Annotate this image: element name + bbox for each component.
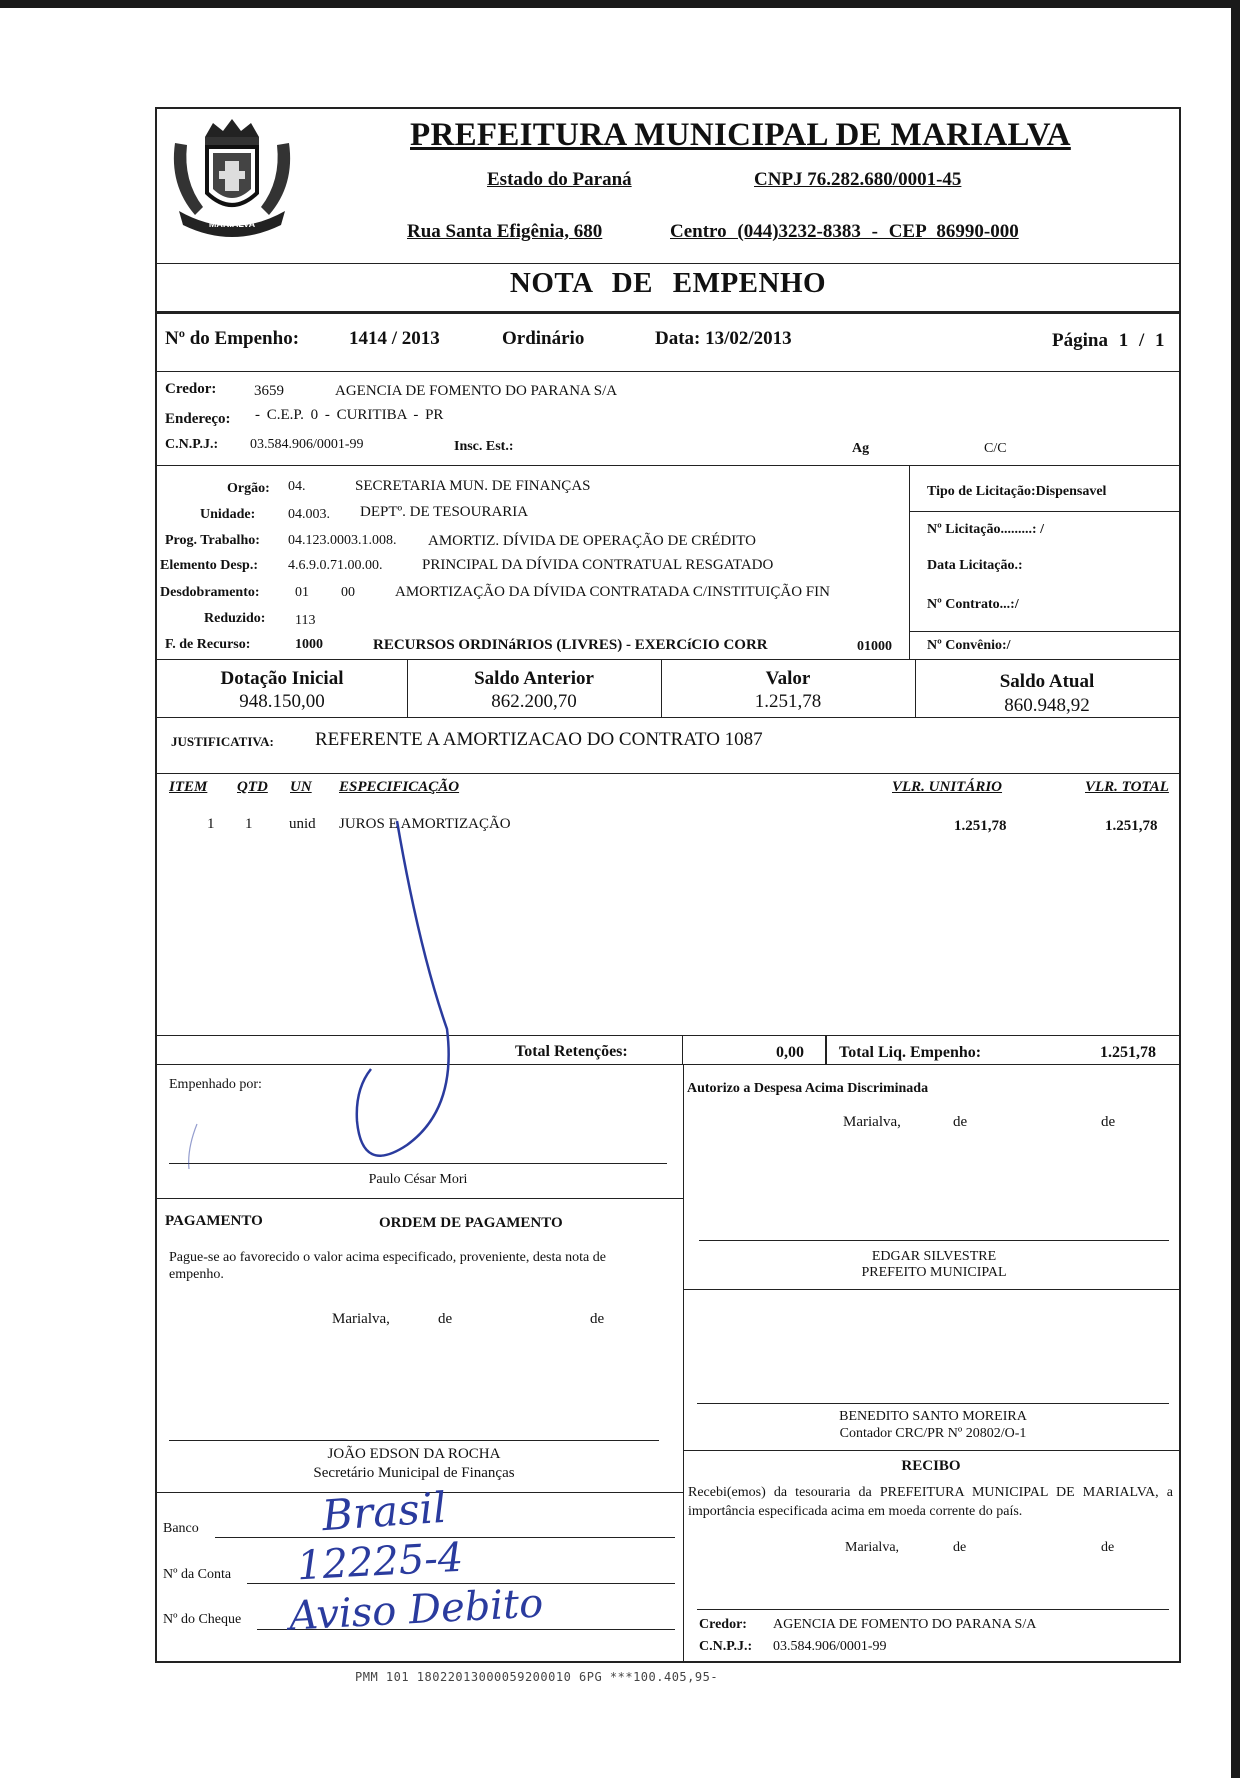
total-retencoes: 0,00 [776, 1044, 804, 1061]
col-un: UN [290, 779, 312, 795]
recurso-label: F. de Recurso: [165, 637, 251, 652]
stamp-footer: PMM 101 18022013000059200010 6PG ***100.405,95- [355, 1670, 719, 1684]
insc-est-label: Insc. Est.: [454, 439, 514, 454]
recibo-credor: AGENCIA DE FOMENTO DO PARANA S/A [773, 1617, 1037, 1632]
unidade: DEPTº. DE TESOURARIA [360, 504, 529, 520]
pagamento-cidade: Marialva, [332, 1311, 390, 1327]
valor-label: Valor [765, 668, 811, 689]
recurso-cod: 1000 [295, 637, 323, 652]
item-un: unid [289, 816, 316, 832]
secretario-nome: JOÃO EDSON DA ROCHA [327, 1446, 501, 1462]
ag-label: Ag [852, 441, 870, 456]
signature-stroke [157, 109, 1179, 1665]
autorizo-cidade: Marialva, [843, 1114, 901, 1130]
autorizo-de2: de [1101, 1114, 1116, 1130]
col-vlr-total: VLR. TOTAL [1085, 779, 1169, 795]
prefeito-nome: EDGAR SILVESTRE [871, 1249, 997, 1264]
scan-edge-top [0, 0, 1240, 8]
item-qtd: 1 [245, 816, 253, 832]
elemento-cod: 4.6.9.0.71.00.00. [288, 558, 383, 573]
credor-nome: AGENCIA DE FOMENTO DO PARANA S/A [335, 383, 618, 399]
unidade-label: Unidade: [200, 507, 256, 522]
col-vlr-unitario: VLR. UNITÁRIO [892, 779, 1003, 795]
prog-cod: 04.123.0003.1.008. [288, 533, 397, 548]
item-vlr-unitario: 1.251,78 [954, 818, 1007, 834]
cc-label: C/C [984, 441, 1007, 456]
empenhado-por-label: Empenhado por: [169, 1077, 262, 1092]
desdobramento-cod1: 01 [295, 585, 309, 600]
numero-licitacao: Nº Licitação.........: / [927, 522, 1044, 537]
desdobramento-label: Desdobramento: [160, 585, 260, 600]
data-licitacao: Data Licitação.: [927, 558, 1023, 573]
contador-nome: BENEDITO SANTO MOREIRA [839, 1409, 1027, 1424]
empenho-numero: 1414 / 2013 [349, 328, 440, 349]
col-item: ITEM [169, 779, 208, 795]
recurso-cod2: 01000 [857, 639, 892, 654]
recibo-cnpj: 03.584.906/0001-99 [773, 1639, 887, 1654]
autorizo-titulo: Autorizo a Despesa Acima Discriminada [687, 1081, 929, 1096]
scan-edge-right [1231, 0, 1240, 1778]
numero-contrato: Nº Contrato...:/ [927, 597, 1019, 612]
cnpj-prefeitura: CNPJ 76.282.680/0001-45 [754, 169, 962, 190]
recibo-titulo: RECIBO [901, 1458, 961, 1474]
justificativa-texto: REFERENTE A AMORTIZACAO DO CONTRATO 1087 [315, 729, 763, 750]
pagamento-titulo: PAGAMENTO [165, 1213, 263, 1229]
prefeito-cargo: PREFEITO MUNICIPAL [861, 1265, 1007, 1280]
credor-label: Credor: [165, 381, 217, 397]
recurso: RECURSOS ORDINáRIOS (LIVRES) - EXERCíCIO CORR [373, 637, 768, 653]
unidade-cod: 04.003. [288, 507, 330, 522]
pagamento-texto: Pague-se ao favorecido o valor acima especificado, proveniente, desta nota de empenho. [169, 1250, 606, 1282]
saldo-atual-label: Saldo Atual [999, 671, 1095, 692]
conta-label: Nº da Conta [163, 1567, 232, 1582]
banco-label: Banco [163, 1521, 199, 1536]
empenho-data: Data: 13/02/2013 [655, 328, 792, 349]
orgao: SECRETARIA MUN. DE FINANÇAS [355, 478, 591, 494]
desdobramento-cod2: 00 [341, 585, 355, 600]
banco-handwriting: Brasil [320, 1482, 448, 1541]
recibo-cidade: Marialva, [845, 1540, 900, 1555]
credor-cnpj: 03.584.906/0001-99 [250, 437, 364, 452]
recibo-de1: de [953, 1540, 967, 1555]
prog: AMORTIZ. DÍVIDA DE OPERAÇÃO DE CRÉDITO [428, 533, 756, 549]
recibo-credor-label: Credor: [699, 1617, 747, 1632]
cnpj-label: C.N.P.J.: [165, 437, 219, 452]
orgao-cod: 04. [288, 479, 306, 494]
col-especificacao: ESPECIFICAÇÃO [339, 779, 460, 795]
saldo-atual-value: 860.948,92 [1004, 695, 1090, 716]
recibo-de2: de [1101, 1540, 1115, 1555]
empenho-label: Nº do Empenho: [165, 328, 300, 349]
doc-title: NOTA DE EMPENHO [509, 267, 827, 299]
pagamento-de1: de [438, 1311, 453, 1327]
col-qtd: QTD [237, 779, 268, 795]
recibo-texto: Recebi(emos) da tesouraria da PREFEITURA MUNICIPAL DE MARIALVA, a importância especificada acima em moeda corrente do país. [688, 1485, 1173, 1519]
valor-value: 1.251,78 [754, 691, 822, 712]
prog-label: Prog. Trabalho: [165, 533, 260, 548]
empenho-tipo: Ordinário [502, 328, 585, 349]
item-vlr-total: 1.251,78 [1105, 818, 1158, 834]
reduzido: 113 [295, 613, 316, 628]
numero-convenio: Nº Convênio:/ [927, 638, 1011, 653]
item-especificacao: JUROS E AMORTIZAÇÃO [339, 816, 511, 832]
cheque-label: Nº do Cheque [163, 1612, 242, 1627]
empenho-pagina: Página 1 / 1 [1052, 330, 1165, 351]
saldo-anterior-label: Saldo Anterior [474, 668, 594, 689]
coat-of-arms-text: MARIALVA [208, 219, 256, 229]
dotacao-inicial-value: 948.150,00 [239, 691, 325, 712]
empenhado-por-nome: Paulo César Mori [368, 1172, 468, 1187]
total-liq-label: Total Liq. Empenho: [839, 1044, 982, 1061]
nota-de-empenho-form [155, 107, 1181, 1663]
orgao-label: Orgão: [227, 481, 270, 496]
contador-crc: Contador CRC/PR Nº 20802/O-1 [839, 1426, 1027, 1441]
endereco-label: Endereço: [165, 411, 231, 427]
estado: Estado do Paraná [487, 169, 632, 190]
credor-codigo: 3659 [254, 383, 284, 399]
dotacao-inicial-label: Dotação Inicial [220, 668, 344, 689]
reduzido-label: Reduzido: [204, 611, 266, 626]
elemento: PRINCIPAL DA DÍVIDA CONTRATUAL RESGATADO [422, 557, 774, 573]
secretario-cargo: Secretário Municipal de Finanças [313, 1465, 515, 1481]
total-retencoes-label: Total Retenções: [515, 1043, 628, 1060]
credor-endereco: - C.E.P. 0 - CURITIBA - PR [255, 407, 444, 423]
ordem-pagamento: ORDEM DE PAGAMENTO [379, 1215, 563, 1231]
saldo-anterior-value: 862.200,70 [491, 691, 577, 712]
endereco-prefeitura: Rua Santa Efigênia, 680 [407, 221, 603, 242]
recibo-cnpj-label: C.N.P.J.: [699, 1639, 753, 1654]
desdobramento: AMORTIZAÇÃO DA DÍVIDA CONTRATADA C/INSTITUIÇÃO FIN [395, 584, 830, 600]
item-numero: 1 [207, 816, 215, 832]
conta-handwriting: 12225-4 [295, 1534, 465, 1590]
total-liq: 1.251,78 [1100, 1044, 1156, 1061]
justificativa-label: JUSTIFICATIVA: [171, 734, 274, 749]
elemento-label: Elemento Desp.: [160, 558, 258, 573]
cheque-handwriting: Aviso Debito [287, 1580, 545, 1640]
prefeitura-title: PREFEITURA MUNICIPAL DE MARIALVA [410, 117, 1071, 153]
centro-telefone-cep: Centro (044)3232-8383 - CEP 86990-000 [670, 221, 1019, 242]
pagamento-de2: de [590, 1311, 605, 1327]
autorizo-de1: de [953, 1114, 968, 1130]
tipo-licitacao: Tipo de Licitação:Dispensavel [927, 484, 1107, 499]
